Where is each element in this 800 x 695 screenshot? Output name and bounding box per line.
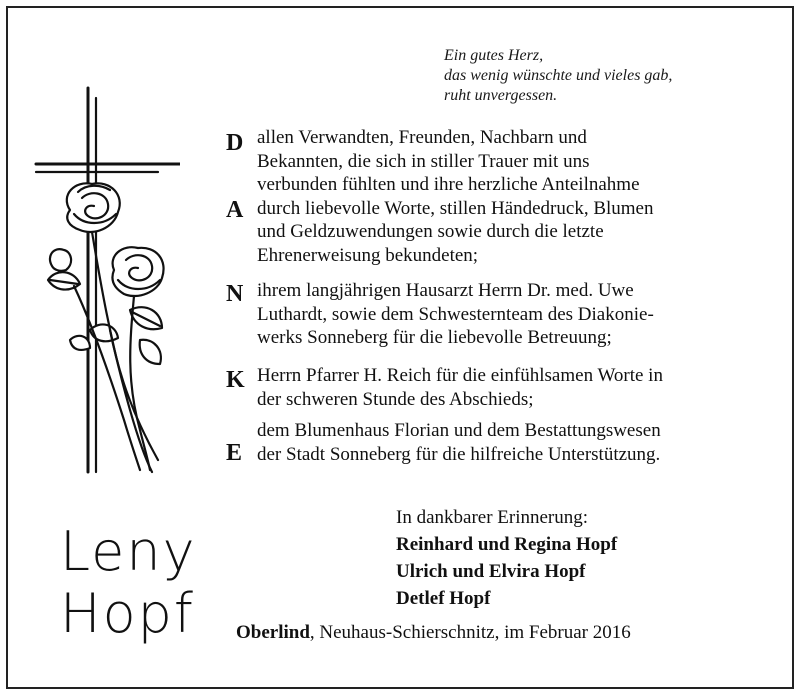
motto-verse [444,46,672,106]
thanks-paragraph [257,419,661,466]
place-date [236,622,631,644]
signer-name: Ulrich und Elvira Hopf [396,561,586,582]
text-line: der Stadt Sonneberg für die hilfreiche Unterstützung. [257,443,661,465]
deceased-first-name: Leny [60,520,197,583]
text-line: allen Verwandten, Freunden, Nachbarn und [257,127,587,148]
signer-name: Detlef Hopf [396,588,491,609]
place-town: Oberlind [236,622,310,643]
signer-name: Reinhard und Regina Hopf [396,534,618,555]
text-line: verbunden fühlten und ihre herzliche Anteilnahme [257,174,640,195]
initial-e: E [226,440,243,466]
text-line: Luthardt, sowie dem Schwesternteam des Diakonie- [257,303,654,325]
text-line: Ehrenerweisung bekundeten; [257,244,479,266]
text-line: werks Sonneberg für die liebevolle Betreuung; [257,327,612,348]
initial-k: K [226,367,245,393]
thanks-paragraph [257,364,663,411]
text-line: ihrem langjährigen Hausarzt Herrn Dr. med. Uwe [257,280,634,301]
deceased-last-name: Hopf [60,582,195,645]
initial-d: D [226,130,244,156]
text-line: Herrn Pfarrer H. Reich für die einfühlsamen Worte in [257,365,663,386]
cross-with-roses-icon [30,80,180,480]
text-line: Bekannten, die sich in stiller Trauer mit uns [257,150,590,172]
thanks-paragraph [257,279,654,350]
place-rest: , Neuhaus-Schierschnitz, im Februar 2016 [309,622,631,643]
text-line: dem Blumenhaus Florian und dem Bestattungswesen [257,420,661,441]
motto-line: ruht unvergessen. [444,87,558,104]
motto-line: das wenig wünschte und vieles gab, [444,67,673,84]
motto-line: Ein gutes Herz, [444,47,544,64]
thanks-paragraph [257,126,654,267]
closing-signature [396,504,617,612]
initial-a: A [226,197,244,223]
initial-n: N [226,281,244,307]
text-line: und Geldzuwendungen sowie durch die letzte [257,221,604,242]
text-line: durch liebevolle Worte, stillen Händedruck, Blumen [257,197,654,219]
closing-intro: In dankbarer Erinnerung: [396,507,589,528]
text-line: der schweren Stunde des Abschieds; [257,388,534,410]
